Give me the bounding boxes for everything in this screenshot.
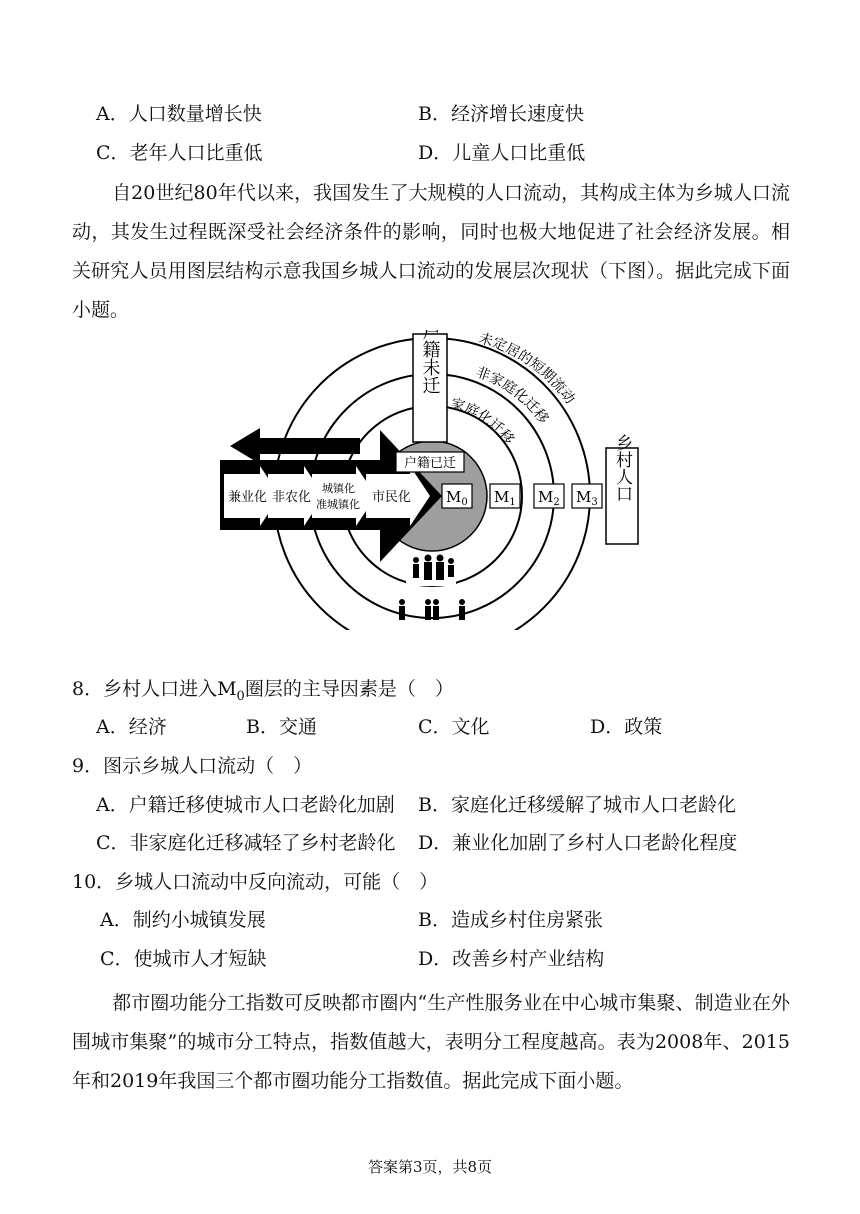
- q8-option-d: D．政策: [590, 716, 663, 738]
- hukou-moved-label: 户籍已迁: [403, 456, 457, 471]
- ring-middle-label: 非家庭化迁移: [473, 364, 552, 427]
- passage-2-text: 都市圈功能分工指数可反映都市圈内“生产性服务业在中心城市集聚、制造业在外围城市集聚”的城市分工特点，指数值越大，表明分工程度越高。表为2008年、2015年和2019年我国三个都市圈功能分工指数值。据此完成下面小题。: [72, 992, 790, 1092]
- arrow-label-1: 兼业化: [228, 490, 268, 505]
- ring-inner-label: 家庭化迁移: [448, 396, 517, 448]
- m2-label: $M_2$: [538, 488, 560, 508]
- q10-stem: 10．乡城人口流动中反向流动，可能（ ）: [72, 871, 439, 893]
- passage-2: [72, 984, 790, 1101]
- q8-stem: 8．乡村人口进入$M_0$圈层的主导因素是（ ）: [72, 678, 454, 704]
- ring-outer-label: 未定居的短期流动: [476, 330, 578, 408]
- q9-option-b: B．家庭化迁移缓解了城市人口老龄化: [418, 794, 736, 816]
- q9-stem: 9．图示乡城人口流动（ ）: [72, 755, 313, 777]
- q8-option-b: B．交通: [246, 716, 317, 738]
- arrow-label-3a: 城镇化: [322, 482, 355, 495]
- hukou-not-moved-label: 户籍未迁: [419, 330, 441, 394]
- q7-option-b: B．经济增长速度快: [418, 103, 584, 125]
- family-icon: [406, 552, 456, 586]
- population-flow-figure: [220, 330, 640, 630]
- m0-label: $M_0$: [446, 488, 468, 508]
- q10-option-c: C．使城市人才短缺: [100, 948, 267, 970]
- m1-label: $M_1$: [494, 488, 516, 508]
- individual-migrants-icon: [399, 599, 465, 620]
- arrow-label-4: 市民化: [372, 490, 412, 505]
- arrow-label-2: 非农化: [272, 490, 312, 505]
- q8-option-c: C．文化: [418, 716, 490, 738]
- reverse-flow-arrow: [230, 428, 360, 464]
- arrow-label-3b: 准城镇化: [316, 498, 360, 511]
- q7-option-a: A．人口数量增长快: [96, 103, 262, 125]
- page-footer: 答案第3页，共8页: [367, 1158, 493, 1176]
- q7-option-d: D．儿童人口比重低: [418, 142, 586, 164]
- rural-population-label: 乡村人口: [612, 434, 632, 502]
- q7-option-c: C．老年人口比重低: [96, 142, 263, 164]
- q8-option-a: A．经济: [96, 716, 167, 738]
- passage-1: [72, 174, 790, 330]
- q9-option-a: A．户籍迁移使城市人口老龄化加剧: [96, 794, 395, 816]
- q10-option-d: D．改善乡村产业结构: [418, 948, 605, 970]
- q9-option-c: C．非家庭化迁移减轻了乡村老龄化: [96, 832, 396, 854]
- layer-diagram: [220, 330, 640, 630]
- q10-option-b: B．造成乡村住房紧张: [418, 909, 603, 931]
- q10-option-a: A．制约小城镇发展: [100, 909, 266, 931]
- m3-label: $M_3$: [576, 488, 598, 508]
- passage-1-text: 自20世纪80年代以来，我国发生了大规模的人口流动，其构成主体为乡城人口流动，其发生过程既深受社会经济条件的影响，同时也极大地促进了社会经济发展。相关研究人员用图层结构示意我国乡城人口流动的发展层次现状（下图）。据此完成下面小题。: [72, 182, 790, 321]
- q9-option-d: D．兼业化加剧了乡村人口老龄化程度: [418, 832, 738, 854]
